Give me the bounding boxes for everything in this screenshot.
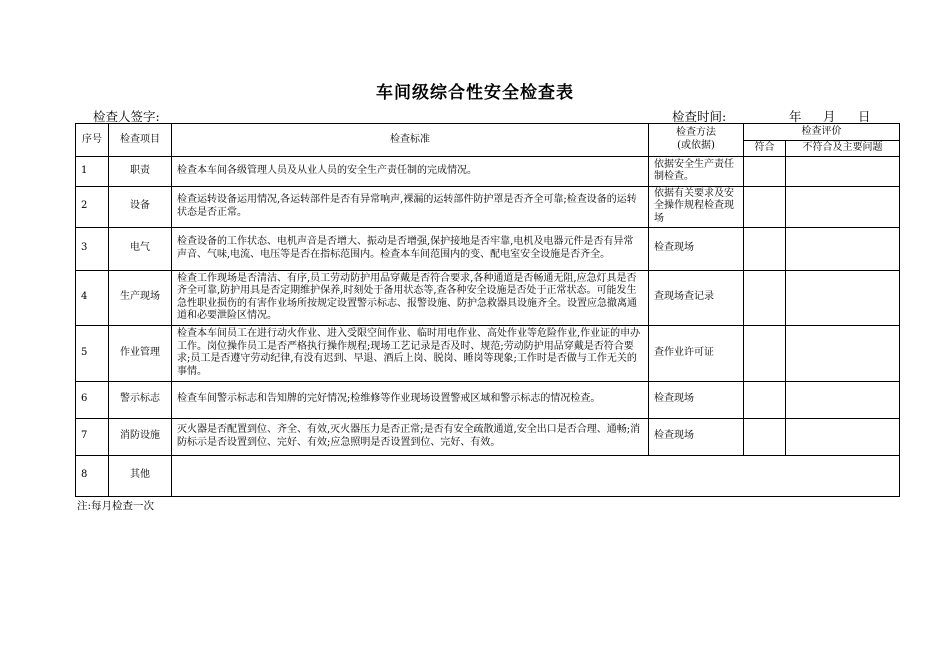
row-no: 7 [76, 418, 109, 455]
row-method: 查现场查记录 [649, 270, 744, 325]
table-row [76, 418, 900, 455]
row-standard: 检查设备的工作状态、电机声音是否增大、振动是否增强,保护接地是否牢靠,电机及电器元件是否有异常声音、气味,电流、电压等是否在指标范围内。检查本车间范围内的变、配电室安全设施是否齐全。 [172, 227, 649, 270]
row-item: 电气 [109, 227, 172, 270]
row-conform-cell [744, 325, 786, 381]
row-conform-cell [744, 418, 786, 455]
row-standard: 检查本车间各级管理人员及从业人员的安全生产责任制的完成情况。 [172, 156, 649, 186]
inspector-signature-label: 检查人签字: [93, 109, 160, 124]
table-row [76, 381, 900, 418]
footnote: 注:每月检查一次 [77, 500, 155, 512]
row-conform-cell [744, 270, 786, 325]
row-item: 警示标志 [109, 381, 172, 418]
row-item: 消防设施 [109, 418, 172, 455]
row-nonconform-cell [786, 156, 900, 186]
table-row [76, 455, 900, 496]
row-no: 3 [76, 227, 109, 270]
row-nonconform-cell [786, 418, 900, 455]
row-method: 检查现场 [649, 381, 744, 418]
row-item: 设备 [109, 186, 172, 227]
safety-check-table [75, 123, 900, 497]
header-item: 检查项目 [109, 124, 172, 157]
row-method: 检查现场 [649, 418, 744, 455]
row-conform-cell [744, 381, 786, 418]
header-method-line1: 检查方法 [676, 127, 716, 139]
month-label: 月 [823, 109, 836, 124]
row-conform-cell [744, 186, 786, 227]
table-row [76, 156, 900, 186]
day-label: 日 [858, 109, 871, 124]
row-nonconform-cell [786, 270, 900, 325]
table-row [76, 227, 900, 270]
row-nonconform-cell [786, 381, 900, 418]
header-method [649, 124, 744, 157]
header-standard: 检查标准 [172, 124, 649, 157]
row-no: 1 [76, 156, 109, 186]
row-method: 依据安全生产责任制检查。 [649, 156, 744, 186]
row-nonconform-cell [786, 186, 900, 227]
row-standard: 检查本车间员工在进行动火作业、进入受限空间作业、临时用电作业、高处作业等危险作业,作业证的申办工作。岗位操作员工是否严格执行操作规程;现场工艺记录是否及时、规范;劳动防护用品穿戴是否符合要求;员工是否遵守劳动纪律,有没有迟到、早退、酒后上岗、脱岗、睡岗等现象;工作时是否做与工作无关的事情。 [172, 325, 649, 381]
row-no: 2 [76, 186, 109, 227]
row-item: 生产现场 [109, 270, 172, 325]
header-conform: 符合 [744, 141, 786, 157]
row-conform-cell [744, 227, 786, 270]
row-no: 8 [76, 455, 109, 496]
row-standard: 检查工作现场是否清洁、有序,员工劳动防护用品穿戴是否符合要求,各种通道是否畅通无阻,应急灯具是否齐全可靠,防护用具是否定期维护保养,时刻处于备用状态等,查各种安全设施是否处于正常状态。可能发生急性职业损伤的有害作业场所按规定设置警示标志、报警设施、防护急救器具设施齐全。设置应急撤离通道和必要泄险区情况。 [172, 270, 649, 325]
row-nonconform-cell [786, 227, 900, 270]
row-item: 作业管理 [109, 325, 172, 381]
header-method-line2: (或依据) [677, 139, 715, 151]
table-row [76, 325, 900, 381]
row-method: 检查现场 [649, 227, 744, 270]
row-standard: 检查运转设备运用情况,各运转部件是否有异常响声,裸漏的运转部件防护罩是否齐全可靠;检查设备的运转状态是否正常。 [172, 186, 649, 227]
row-method: 依据有关要求及安全操作规程检查现场 [649, 186, 744, 227]
table-row [76, 186, 900, 227]
row-method: 查作业许可证 [649, 325, 744, 381]
row-standard: 灭火器是否配置到位、齐全、有效,灭火器压力是否正常;是否有安全疏散通道,安全出口是否合理、通畅;消防标示是否设置到位、完好、有效;应急照明是否设置到位、完好、有效。 [172, 418, 649, 455]
row-no: 5 [76, 325, 109, 381]
row-no: 6 [76, 381, 109, 418]
row-item: 其他 [109, 455, 172, 496]
header-evaluation: 检查评价 [744, 124, 900, 141]
row-standard: 检查车间警示标志和告知牌的完好情况;检维修等作业现场设置警戒区域和警示标志的情况检查。 [172, 381, 649, 418]
table-row [76, 270, 900, 325]
row-nonconform-cell [786, 325, 900, 381]
row-standard [172, 455, 900, 496]
header-nonconform: 不符合及主要问题 [786, 141, 900, 157]
year-label: 年 [789, 109, 802, 124]
inspection-time-label: 检查时间: [672, 109, 727, 124]
row-conform-cell [744, 156, 786, 186]
row-item: 职责 [109, 156, 172, 186]
row-no: 4 [76, 270, 109, 325]
document-title: 车间级综合性安全检查表 [376, 83, 574, 103]
header-no: 序号 [76, 124, 109, 157]
